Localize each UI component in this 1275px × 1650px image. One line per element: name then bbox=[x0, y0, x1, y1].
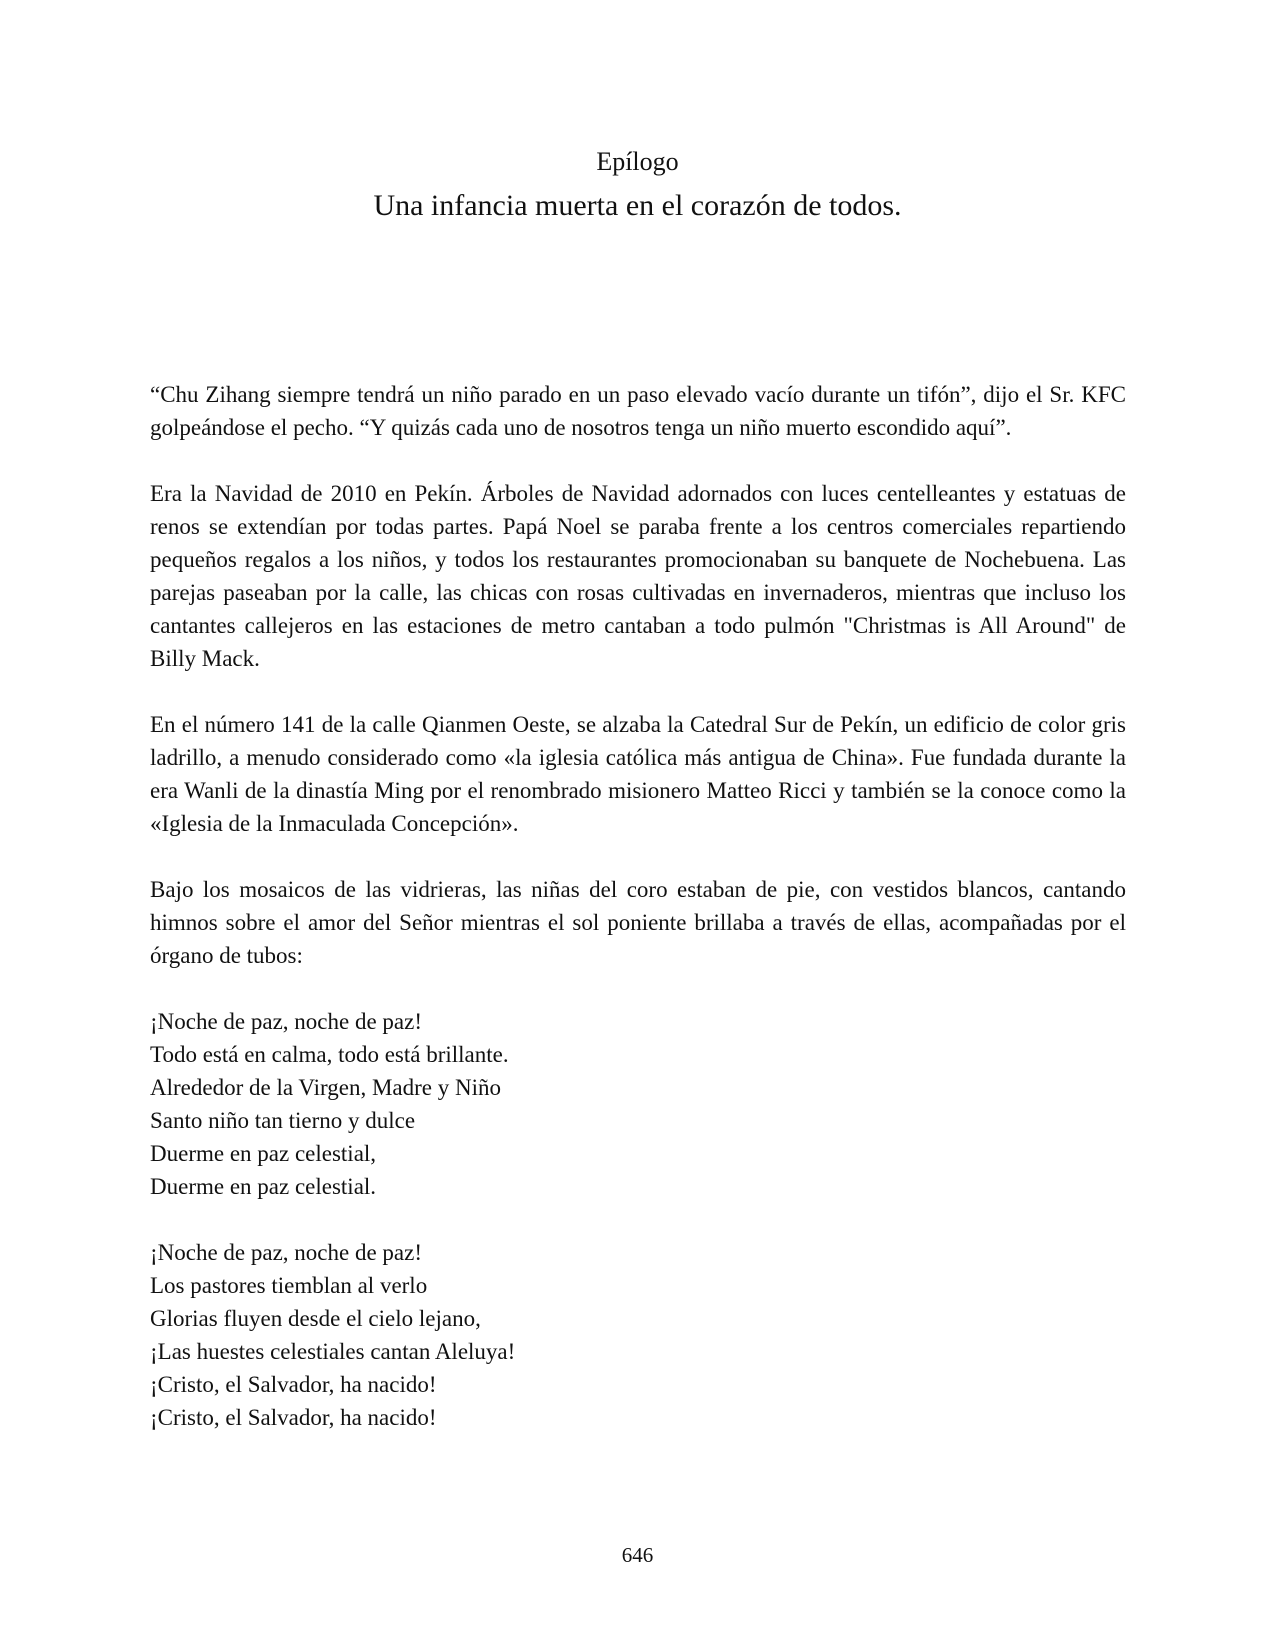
verse-line: ¡Noche de paz, noche de paz! bbox=[150, 1009, 423, 1034]
body-text bbox=[150, 378, 1126, 1467]
verse-line: ¡Las huestes celestiales cantan Aleluya! bbox=[150, 1339, 516, 1364]
verse-line: ¡Cristo, el Salvador, ha nacido! bbox=[150, 1372, 437, 1397]
paragraph: En el número 141 de la calle Qianmen Oeste, se alzaba la Catedral Sur de Pekín, un edificio de color gris ladrillo, a menudo considerado como «la iglesia católica más antigua de China». Fue fundada durante la era Wanli de la dinastía Ming por el renombrado misionero Matteo Ricci y también se la conoce como la «Iglesia de la Inmaculada Concepción». bbox=[150, 712, 1126, 836]
paragraph: “Chu Zihang siempre tendrá un niño parado en un paso elevado vacío durante un tifón”, dijo el Sr. KFC golpeándose el pecho. “Y quizás cada uno de nosotros tenga un niño muerto escondido aquí”. bbox=[150, 382, 1126, 440]
verse-line: Los pastores tiemblan al verlo bbox=[150, 1273, 428, 1298]
verse-line: ¡Noche de paz, noche de paz! bbox=[150, 1240, 423, 1265]
verse-line: Alrededor de la Virgen, Madre y Niño bbox=[150, 1075, 501, 1100]
verse-line: Duerme en paz celestial. bbox=[150, 1174, 377, 1199]
verse-stanza bbox=[150, 1236, 1126, 1434]
verse-stanza bbox=[150, 1005, 1126, 1203]
page-number: 646 bbox=[621, 1543, 654, 1567]
chapter-label: Epílogo bbox=[596, 147, 679, 176]
verse-line: Duerme en paz celestial, bbox=[150, 1141, 377, 1166]
verse-line: Glorias fluyen desde el cielo lejano, bbox=[150, 1306, 481, 1331]
paragraph: Bajo los mosaicos de las vidrieras, las niñas del coro estaban de pie, con vestidos blancos, cantando himnos sobre el amor del Señor mientras el sol poniente brillaba a través de ellas, acompañadas por el órgano de tubos: bbox=[150, 877, 1126, 968]
verse-line: ¡Cristo, el Salvador, ha nacido! bbox=[150, 1405, 437, 1430]
paragraph: Era la Navidad de 2010 en Pekín. Árboles de Navidad adornados con luces centelleantes y estatuas de renos se extendían por todas partes. Papá Noel se paraba frente a los centros comerciales repartiendo pequeños regalos a los niños, y todos los restaurantes promocionaban su banquete de Nochebuena. Las parejas paseaban por la calle, las chicas con rosas cultivadas en invernaderos, mientras que incluso los cantantes callejeros en las estaciones de metro cantaban a todo pulmón "Christmas is All Around" de Billy Mack. bbox=[150, 481, 1126, 671]
verse-line: Santo niño tan tierno y dulce bbox=[150, 1108, 416, 1133]
chapter-title: Una infancia muerta en el corazón de todos. bbox=[373, 189, 902, 222]
verse-line: Todo está en calma, todo está brillante. bbox=[150, 1042, 509, 1067]
